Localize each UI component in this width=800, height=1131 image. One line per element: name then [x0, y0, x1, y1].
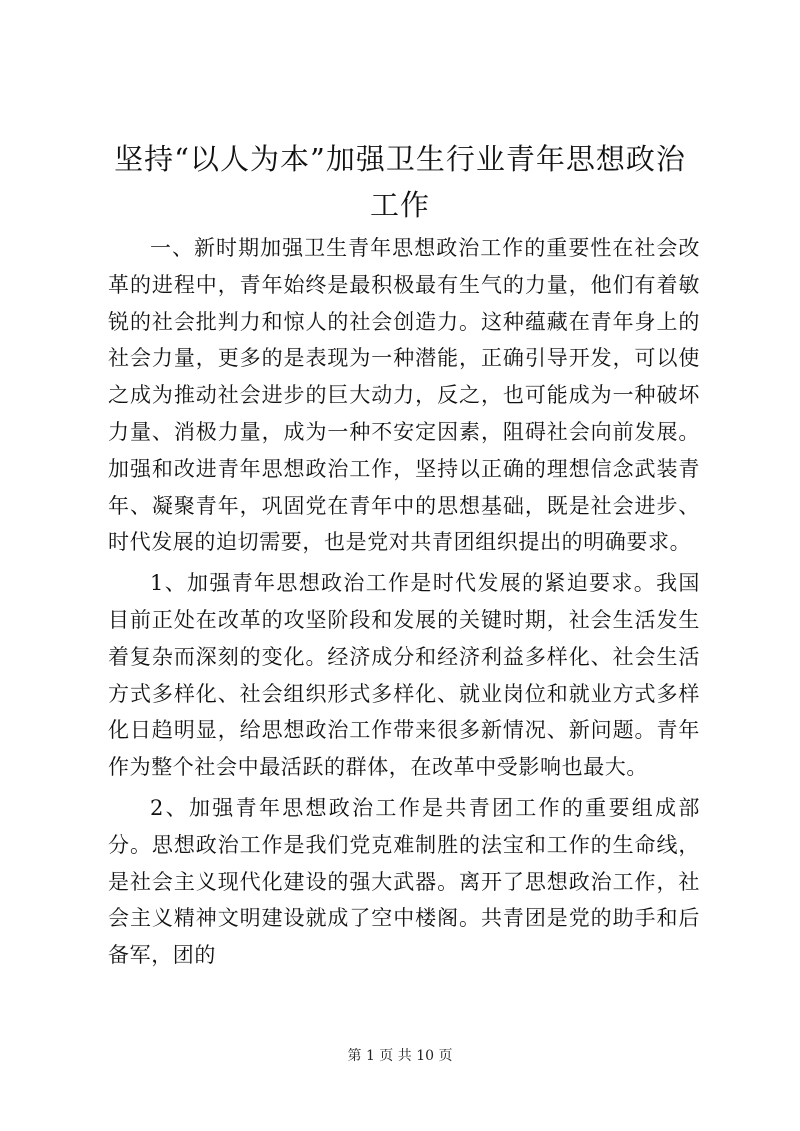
paragraph-point-1: 1、加强青年思想政治工作是时代发展的紧迫要求。我国目前正处在改革的攻坚阶段和发展的关键时期，社会生活发生着复杂而深刻的变化。经济成分和经济利益多样化、社会生活方式多样化、社会组织形式多样化、就业岗位和就业方式多样化日趋明显，给思想政治工作带来很多新情况、新问题。青年作为整个社会中最活跃的群体，在改革中受影响也最大。	[108, 571, 700, 780]
paragraph-point-2: 2、加强青年思想政治工作是共青团工作的重要组成部分。思想政治工作是我们党克难制胜的法宝和工作的生命线，是社会主义现代化建设的强大武器。离开了思想政治工作，社会主义精神文明建设就成了空中楼阁。共青团是党的助手和后备军，团的	[108, 795, 700, 968]
document-body	[108, 230, 700, 978]
document-title: 坚持“以人为本”加强卫生行业青年思想政治工作	[114, 142, 686, 222]
paragraph-intro: 一、新时期加强卫生青年思想政治工作的重要性在社会改革的进程中，青年始终是最积极最有生气的力量，他们有着敏锐的社会批判力和惊人的社会创造力。这种蕴藏在青年身上的社会力量，更多的是表现为一种潜能，正确引导开发，可以使之成为推动社会进步的巨大动力，反之，也可能成为一种破坏力量、消极力量，成为一种不安定因素，阻碍社会向前发展。加强和改进青年思想政治工作，坚持以正确的理想信念武装青年、凝聚青年，巩固党在青年中的思想基础，既是社会进步、时代发展的迫切需要，也是党对共青团组织提出的明确要求。	[108, 236, 700, 555]
page-footer: 第 1 页 共 10 页	[347, 1048, 453, 1064]
